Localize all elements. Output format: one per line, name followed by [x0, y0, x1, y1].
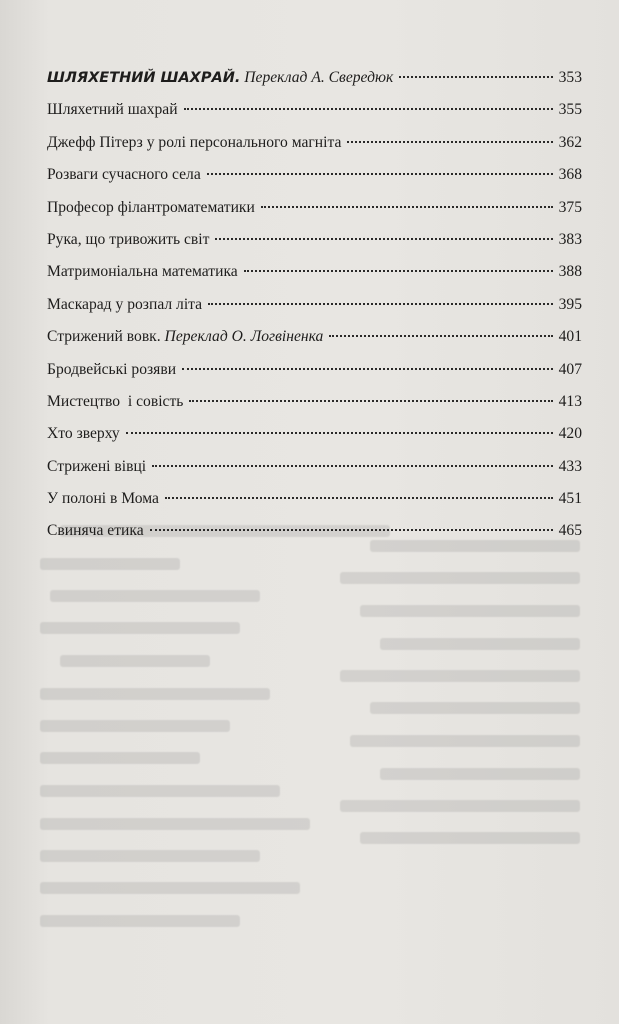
- toc-entry-title: Бродвейські розяви: [47, 360, 177, 378]
- dot-leader: [329, 335, 552, 337]
- toc-entry-title: Джефф Пітерз у ролі персонального магніта: [47, 133, 342, 151]
- toc-page-number: 383: [558, 230, 582, 248]
- dot-leader: [208, 303, 553, 305]
- dot-leader: [261, 206, 553, 208]
- dot-leader: [399, 76, 552, 78]
- toc-entry: [47, 386, 582, 418]
- toc-entry-title: [47, 62, 393, 94]
- toc-page-number: 420: [558, 425, 582, 443]
- dot-leader: [215, 238, 552, 240]
- toc-entry: [47, 321, 582, 353]
- table-of-contents: [47, 62, 582, 548]
- toc-section-heading: ШЛЯХЕТНИЙ ШАХРАЙ.: [47, 70, 241, 86]
- toc-entry: [47, 451, 582, 483]
- toc-page-number: 451: [558, 490, 582, 508]
- toc-entry: [47, 224, 582, 256]
- toc-entry: [47, 159, 582, 191]
- toc-entry-title: Професор філантроматематики: [47, 198, 255, 216]
- toc-entry-title: Мистецтво і совість: [47, 392, 184, 410]
- toc-entry: [47, 127, 582, 159]
- toc-page-number: 375: [558, 198, 582, 216]
- dot-leader: [244, 270, 553, 272]
- toc-entry: [47, 515, 582, 547]
- toc-entry: [47, 354, 582, 386]
- toc-entry: [47, 94, 582, 126]
- toc-entry: [47, 62, 582, 94]
- dot-leader: [165, 497, 553, 499]
- toc-entry-title: У полоні в Мома: [47, 490, 159, 508]
- toc-entry-title: Стрижений вовк. Переклад О. Логвіненка: [47, 328, 324, 346]
- dot-leader: [184, 108, 553, 110]
- toc-entry-title: Стрижені вівці: [47, 457, 147, 475]
- dot-leader: [207, 173, 553, 175]
- toc-entry: [47, 256, 582, 288]
- toc-page-number: 395: [558, 295, 582, 313]
- toc-page-number: 433: [558, 457, 582, 475]
- toc-translator: Переклад О. Логвіненка: [160, 328, 324, 346]
- toc-page-number: 407: [558, 360, 582, 378]
- toc-entry-title: Свиняча етика: [47, 522, 144, 540]
- toc-page-number: 388: [558, 263, 582, 281]
- toc-page-number: 355: [558, 101, 582, 119]
- toc-entry-title: Розваги сучасного села: [47, 166, 201, 184]
- toc-entry-title: Шляхетний шахрай: [47, 101, 178, 119]
- toc-page-number: 465: [558, 522, 582, 540]
- show-through-text: [40, 520, 600, 940]
- dot-leader: [152, 465, 552, 467]
- toc-entry-title: Рука, що тривожить світ: [47, 230, 210, 248]
- dot-leader: [150, 529, 553, 531]
- toc-page-number: 353: [558, 69, 582, 86]
- toc-entry-title: Матримоніальна математика: [47, 263, 238, 281]
- toc-page-number: 368: [558, 166, 582, 184]
- dot-leader: [126, 432, 553, 434]
- dot-leader: [347, 141, 552, 143]
- toc-entry: [47, 418, 582, 450]
- toc-translator: Переклад А. Свередюк: [240, 69, 394, 86]
- toc-entry-title: Маскарад у розпал літа: [47, 295, 203, 313]
- toc-entry: [47, 192, 582, 224]
- toc-entry-title: Хто зверху: [47, 425, 120, 443]
- dot-leader: [182, 368, 553, 370]
- dot-leader: [189, 400, 552, 402]
- toc-entry: [47, 289, 582, 321]
- toc-page-number: 413: [558, 392, 582, 410]
- toc-page-number: 401: [558, 328, 582, 346]
- toc-entry: [47, 483, 582, 515]
- toc-page-number: 362: [558, 133, 582, 151]
